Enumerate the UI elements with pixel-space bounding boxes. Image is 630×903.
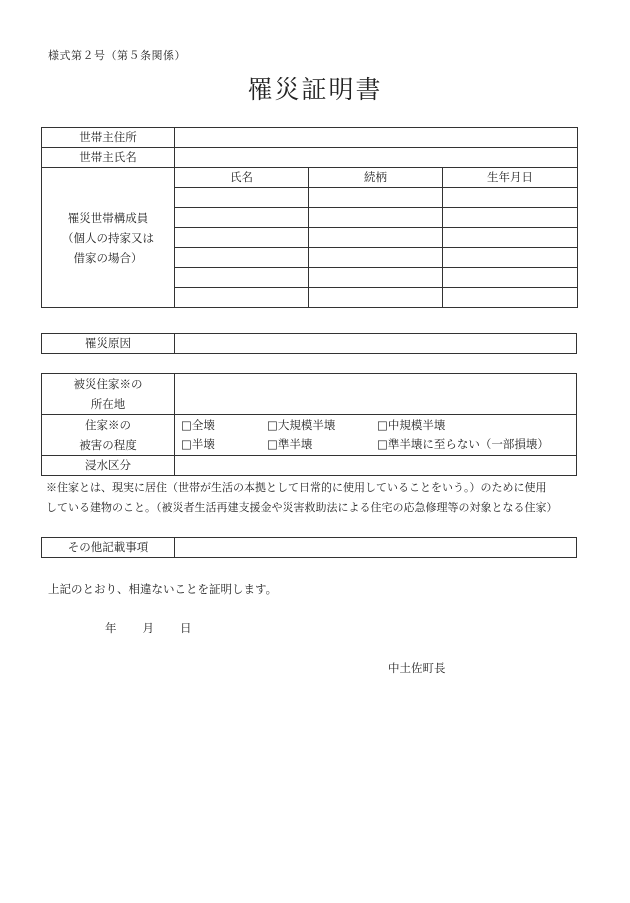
flood-field[interactable] — [175, 456, 577, 476]
checkbox-partial-damage[interactable]: □準半壊に至らない（一部損壊） — [377, 437, 549, 451]
member-relation-field[interactable] — [309, 208, 443, 228]
member-relation-field[interactable] — [309, 188, 443, 208]
head-address-field[interactable] — [175, 128, 578, 148]
degree-label-line: 被害の程度 — [79, 438, 137, 452]
degree-label-line: 住家※の — [85, 418, 131, 432]
residence-note — [46, 478, 591, 518]
member-relation-field[interactable] — [309, 268, 443, 288]
location-label — [42, 374, 175, 415]
cause-field[interactable] — [175, 334, 577, 354]
member-name-field[interactable] — [175, 208, 309, 228]
location-label-line: 所在地 — [90, 397, 126, 411]
date-line: 年 月 日 — [105, 621, 193, 635]
member-name-field[interactable] — [175, 268, 309, 288]
checkbox-medium-scale-half[interactable]: □中規模半壊 — [377, 418, 446, 432]
head-address-label: 世帯主住所 — [42, 128, 175, 148]
member-birthdate-field[interactable] — [443, 228, 578, 248]
column-header-birthdate: 生年月日 — [443, 168, 578, 188]
cause-table — [41, 333, 577, 354]
member-birthdate-field[interactable] — [443, 288, 578, 308]
head-name-field[interactable] — [175, 148, 578, 168]
member-relation-field[interactable] — [309, 228, 443, 248]
household-table — [41, 127, 578, 308]
damage-degree-label — [42, 415, 175, 456]
members-label-line: （個人の持家又は — [62, 230, 154, 245]
members-label-line: 罹災世帯構成員 — [67, 210, 149, 225]
member-name-field[interactable] — [175, 228, 309, 248]
issuer-name: 中土佐町長 — [388, 661, 446, 675]
other-table — [41, 537, 577, 558]
member-relation-field[interactable] — [309, 248, 443, 268]
column-header-relation: 続柄 — [309, 168, 443, 188]
cause-label: 罹災原因 — [42, 334, 175, 354]
form-number: 様式第２号（第５条関係） — [48, 49, 186, 62]
certification-text: 上記のとおり、相違ないことを証明します。 — [48, 582, 278, 596]
page-title: 罹災証明書 — [247, 75, 383, 104]
member-birthdate-field[interactable] — [443, 208, 578, 228]
head-name-label: 世帯主氏名 — [42, 148, 175, 168]
damage-table — [41, 373, 577, 476]
checkbox-quasi-half[interactable]: □準半壊 — [267, 437, 313, 451]
member-relation-field[interactable] — [309, 288, 443, 308]
location-label-line: 被災住家※の — [73, 377, 143, 391]
note-line: している建物のこと。（被災者生活再建支援金や災害救助法による住宅の応急修理等の対象となる住家） — [46, 501, 558, 514]
note-line: ※住家とは、現実に居住（世帯が生活の本拠として日常的に使用していることをいう。）のために使用 — [46, 481, 547, 494]
checkbox-large-scale-half[interactable]: □大規模半壊 — [267, 418, 336, 432]
member-name-field[interactable] — [175, 288, 309, 308]
other-field[interactable] — [175, 538, 577, 558]
location-field[interactable] — [175, 374, 577, 415]
member-birthdate-field[interactable] — [443, 188, 578, 208]
member-name-field[interactable] — [175, 248, 309, 268]
column-header-name: 氏名 — [175, 168, 309, 188]
other-label: その他記載事項 — [42, 538, 175, 558]
member-birthdate-field[interactable] — [443, 268, 578, 288]
flood-label: 浸水区分 — [42, 456, 175, 476]
member-birthdate-field[interactable] — [443, 248, 578, 268]
members-label — [42, 168, 175, 308]
checkbox-half-collapse[interactable]: □半壊 — [181, 437, 215, 451]
checkbox-total-collapse[interactable]: □全壊 — [181, 418, 215, 432]
members-label-line: 借家の場合） — [73, 250, 143, 265]
damage-degree-options — [175, 415, 577, 456]
member-name-field[interactable] — [175, 188, 309, 208]
